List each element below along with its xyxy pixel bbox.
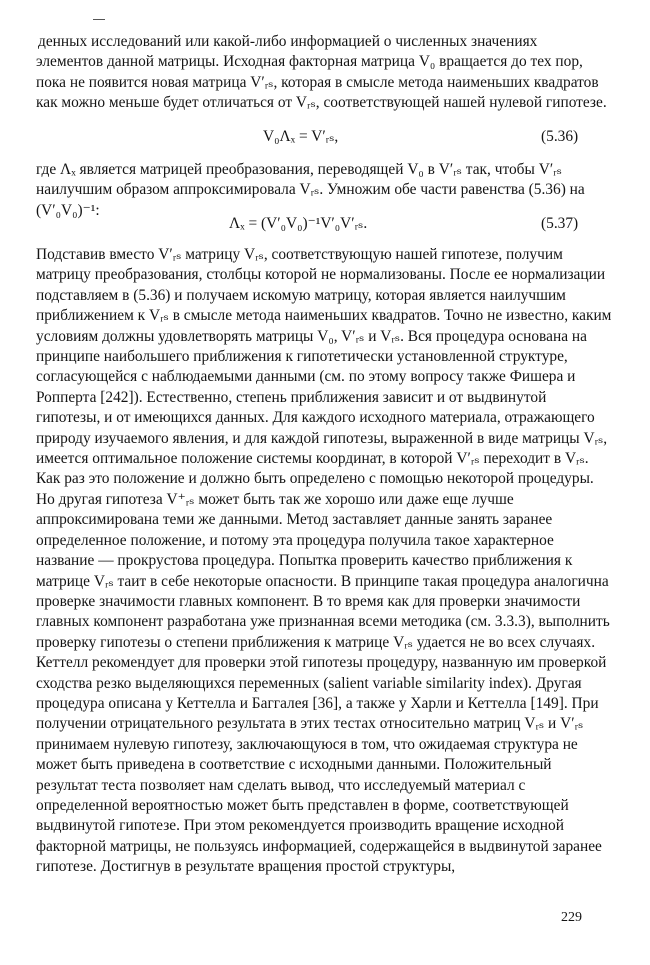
page-number: 229 bbox=[561, 910, 582, 925]
paragraph-3: Подставив вместо V′ᵣₛ матрицу Vᵣₛ, соответствующую нашей гипотезе, получим матрицу преобразования, столбцы которой не нормализованы. После ее нормализации подставляем в (5.36) и получаем искомую матрицу, которая является наилучшим приближением к Vᵣₛ в смысле метода наименьших квадратов. Точно не известно, каким условиям должны удовлетворять матрицы V₀, V′ᵣₛ и Vᵣₛ. Вся процедура основана на принципе наибольшего приближения к гипотетически установленной структуре, согласующейся с наблюдаемыми данными (см. по этому вопросу также Фишера и Ропперта [242]). Естественно, степень приближения зависит и от выдвинутой гипотезы, и от имеющихся данных. Для каждого исходного материала, отражающего природу изучаемого явления, и для каждой гипотезы, выраженной в виде матрицы Vᵣₛ, имеется оптимальное положение системы координат, в которой V′ᵣₛ переходит в Vᵣₛ. Как раз это положение и должно быть определено с помощью некоторой процедуры. Но другая гипотеза V⁺ᵣₛ может быть так же хорошо или даже еще лучше аппроксимирована теми же данными. Метод заставляет данные занять заранее определенное положение, и потому эта процедура получила такое характерное название — прокрустова процедура. Попытка проверить качество приближения к матрице Vᵣₛ таит в себе некоторые опасности. В принципе такая процедура аналогична проверке значимости главных компонент. В то время как для проверки значимости главных компонент разработана уже признанная всеми методика (см. 3.3.3), выполнить проверку гипотезы о степени приближения к матрице Vᵣₛ удается не во всех случаях. Кеттелл рекомендует для проверки этой гипотезы процедуру, названную им проверкой сходства резко выделяющихся переменных (salient variable similarity index). Другая процедура описана у Кеттелла и Баггалея [36], а также у Харли и Кеттелла [149]. При получении отрицательного результата в этих тестах относительно матриц Vᵣₛ и V′ᵣₛ принимаем нулевую гипотезу, заключающуюся в том, что ожидаемая структура не может быть приведена в соответствие с исходными данными. Положительный результат теста позволяет нам сделать вывод, что исследуемый материал с определенной вероятностью может быть представлен в форме, соответствующей выдвинутой гипотезе. При этом рекомендуется производить вращение исходной факторной матрицы, не пользуясь информацией, содержащейся в выдвинутой заранее гипотезе. Достигнув в результате вращения простой структуры, bbox=[36, 246, 612, 876]
scan-mark bbox=[93, 19, 105, 20]
paragraph-2: где Λₓ является матрицей преобразования, переводящей V₀ в V′ᵣₛ так, чтобы V′ᵣₛ наилучшим образом аппроксимировала Vᵣₛ. Умножим обе части равенства (5.36) на (V′₀V₀)⁻¹: bbox=[36, 161, 585, 219]
equation-5-36-formula: V₀Λₓ = V′ᵣₛ, bbox=[263, 128, 339, 145]
equation-5-37-number: (5.37) bbox=[541, 215, 579, 232]
paragraph-1: денных исследований или какой-либо информацией о численных значениях элементов данной матрицы. Исходная факторная матрица V₀ вращается до тех пор, пока не появится новая матрица V′ᵣₛ, которая в смысле метода наименьших квадратов как можно меньше будет отличаться от Vᵣₛ, соответствующей нашей нулевой гипотезе. bbox=[36, 33, 607, 112]
equation-5-36-number: (5.36) bbox=[541, 128, 579, 145]
equation-5-37-formula: Λₓ = (V′₀V₀)⁻¹V′₀V′ᵣₛ. bbox=[229, 215, 368, 232]
